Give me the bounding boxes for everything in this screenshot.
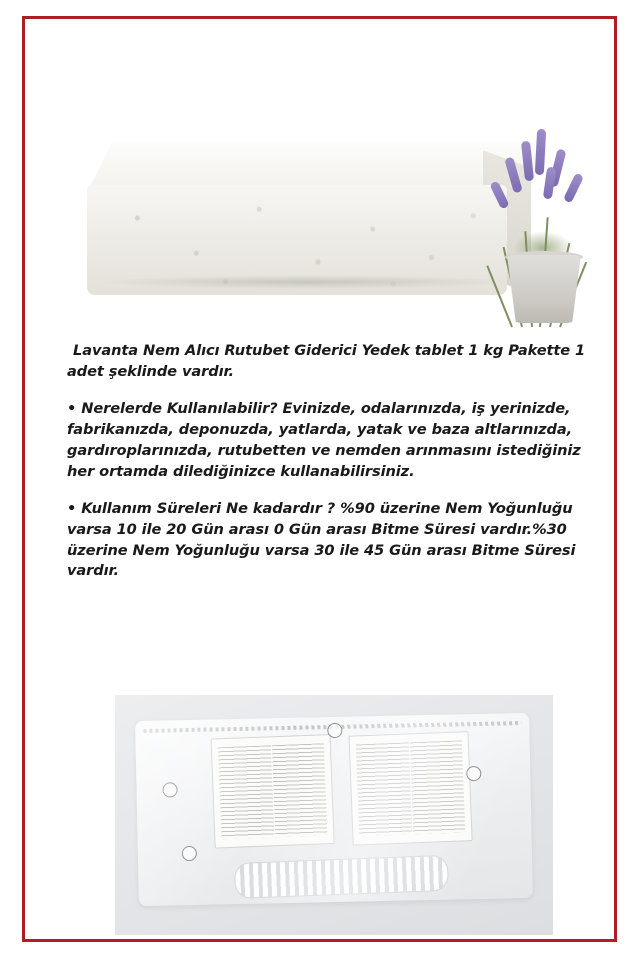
page-content (25, 19, 614, 939)
lavender-bloom (489, 180, 509, 209)
duration-paragraph: • Kullanım Süreleri Ne kadardır ? %90 üzerine Nem Yoğunluğu varsa 10 ile 20 Gün arası 0 Gün arası Bitme Süresi vardır.%30 üzerine Nem Yoğunluğu varsa 30 ile 45 Gün arası Bitme Süresi vardır. (67, 500, 576, 580)
lavender-plant-icon (473, 127, 603, 327)
lavender-bloom (535, 129, 546, 175)
lavender-bloom (563, 173, 584, 204)
bag-sheen (135, 713, 533, 906)
plastic-package (135, 713, 533, 906)
packaging-photo (115, 695, 553, 935)
usage-paragraph: • Nerelerde Kullanılabilir? Evinizde, odalarınızda, iş yerinizde, fabrikanızda, deponuzda, yatlarda, yatak ve baza altlarınızda, gardıroplarınızda, rutubetten ve nemden arınmasını istediğiniz her ortamda dilediğinizce kullanabilirsiniz. (67, 400, 581, 480)
product-description (67, 341, 587, 599)
plant-pot (507, 255, 581, 323)
tablet-shadow (97, 275, 517, 289)
lavender-bloom (521, 141, 534, 182)
intro-paragraph: Lavanta Nem Alıcı Rutubet Giderici Yedek tablet 1 kg Pakette 1 adet şeklinde vardır. (67, 342, 586, 380)
red-border-frame (22, 16, 617, 942)
hero-product-photo (77, 79, 597, 329)
lavender-bloom (504, 156, 523, 193)
